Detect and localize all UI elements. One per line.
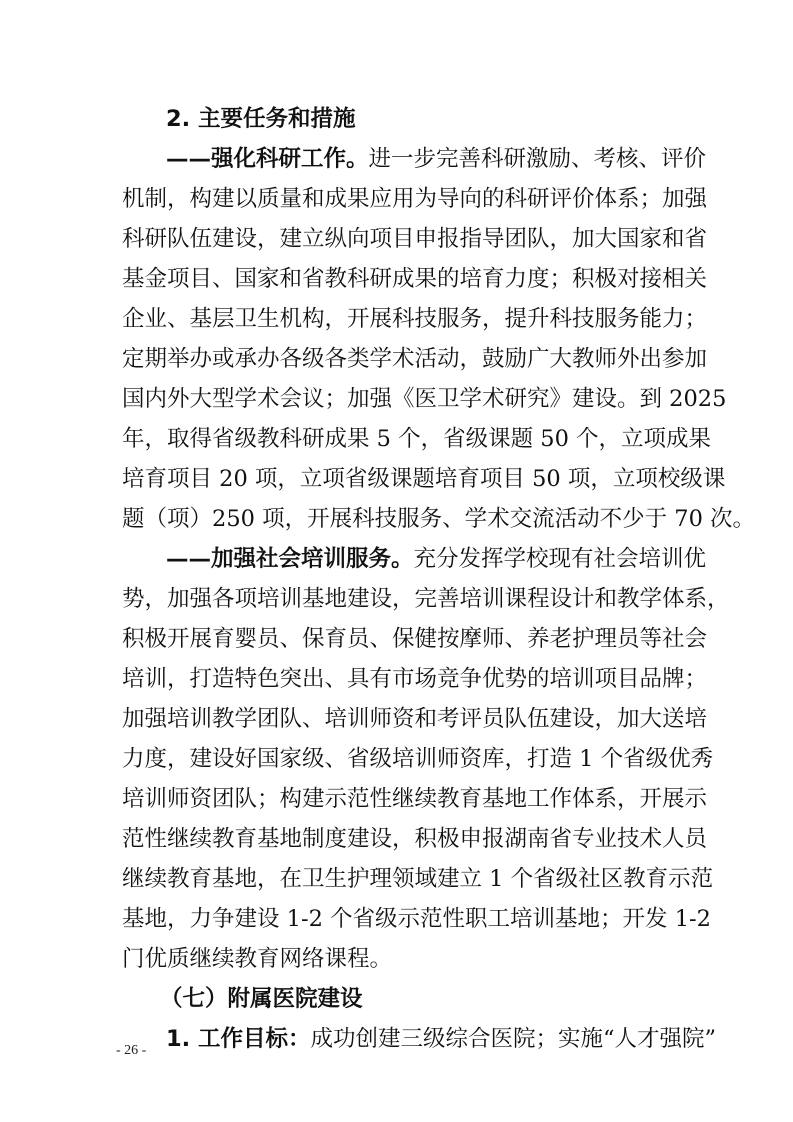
- section-heading-main-tasks: 2. 主要任务和措施: [166, 106, 356, 132]
- paragraph-line: 门优质继续教育网络课程。: [122, 946, 393, 972]
- section-heading-affiliated-hospital: （七）附属医院建设: [160, 986, 363, 1012]
- paragraph-line: 机制，构建以质量和成果应用为导向的科研评价体系；加强: [122, 186, 708, 212]
- paragraph-line: 企业、基层卫生机构，开展科技服务，提升科技服务能力；: [122, 306, 708, 332]
- paragraph-line: 培育项目 20 项，立项省级课题培育项目 50 项，立项校级课: [122, 466, 726, 492]
- paragraph-line: 基地，力争建设 1-2 个省级示范性职工培训基地；开发 1-2: [122, 906, 711, 932]
- paragraph-line: [166, 1019, 717, 1059]
- paragraph-line: [166, 539, 707, 579]
- paragraph-line: 培训师资团队；构建示范性继续教育基地工作体系，开展示: [122, 786, 708, 812]
- paragraph-line: [166, 139, 707, 179]
- paragraph-text: 进一步完善科研激励、考核、评价: [368, 146, 707, 172]
- paragraph-line: 加强培训教学团队、培训师资和考评员队伍建设，加大送培: [122, 706, 708, 732]
- paragraph-lead-research: ——强化科研工作。: [166, 146, 369, 172]
- paragraph-lead-goals: 1. 工作目标：: [166, 1026, 311, 1052]
- paragraph-line: 积极开展育婴员、保育员、保健按摩师、养老护理员等社会: [122, 626, 708, 652]
- page-number: - 26 -: [116, 1043, 147, 1058]
- paragraph-text: 成功创建三级综合医院；实施“人才强院”: [310, 1026, 717, 1052]
- paragraph-line: 年，取得省级教科研成果 5 个，省级课题 50 个，立项成果: [122, 426, 712, 452]
- paragraph-line: 科研队伍建设，建立纵向项目申报指导团队，加大国家和省: [122, 226, 708, 252]
- paragraph-lead-training: ——加强社会培训服务。: [166, 546, 414, 572]
- paragraph-line: 范性继续教育基地制度建设，积极申报湖南省专业技术人员: [122, 826, 708, 852]
- paragraph-line: 定期举办或承办各级各类学术活动，鼓励广大教师外出参加: [122, 346, 708, 372]
- paragraph-line: 培训，打造特色突出、具有市场竞争优势的培训项目品牌；: [122, 666, 708, 692]
- paragraph-line: 基金项目、国家和省教科研成果的培育力度；积极对接相关: [122, 266, 708, 292]
- paragraph-line: 继续教育基地，在卫生护理领域建立 1 个省级社区教育示范: [122, 866, 714, 892]
- paragraph-text: 充分发挥学校现有社会培训优: [413, 546, 707, 572]
- paragraph-line: 国内外大型学术会议；加强《医卫学术研究》建设。到 2025: [122, 386, 727, 412]
- paragraph-line: 力度，建设好国家级、省级培训师资库，打造 1 个省级优秀: [122, 746, 714, 772]
- paragraph-line: 势，加强各项培训基地建设，完善培训课程设计和教学体系，: [122, 586, 730, 612]
- paragraph-line: 题（项）250 项，开展科技服务、学术交流活动不少于 70 次。: [122, 506, 756, 532]
